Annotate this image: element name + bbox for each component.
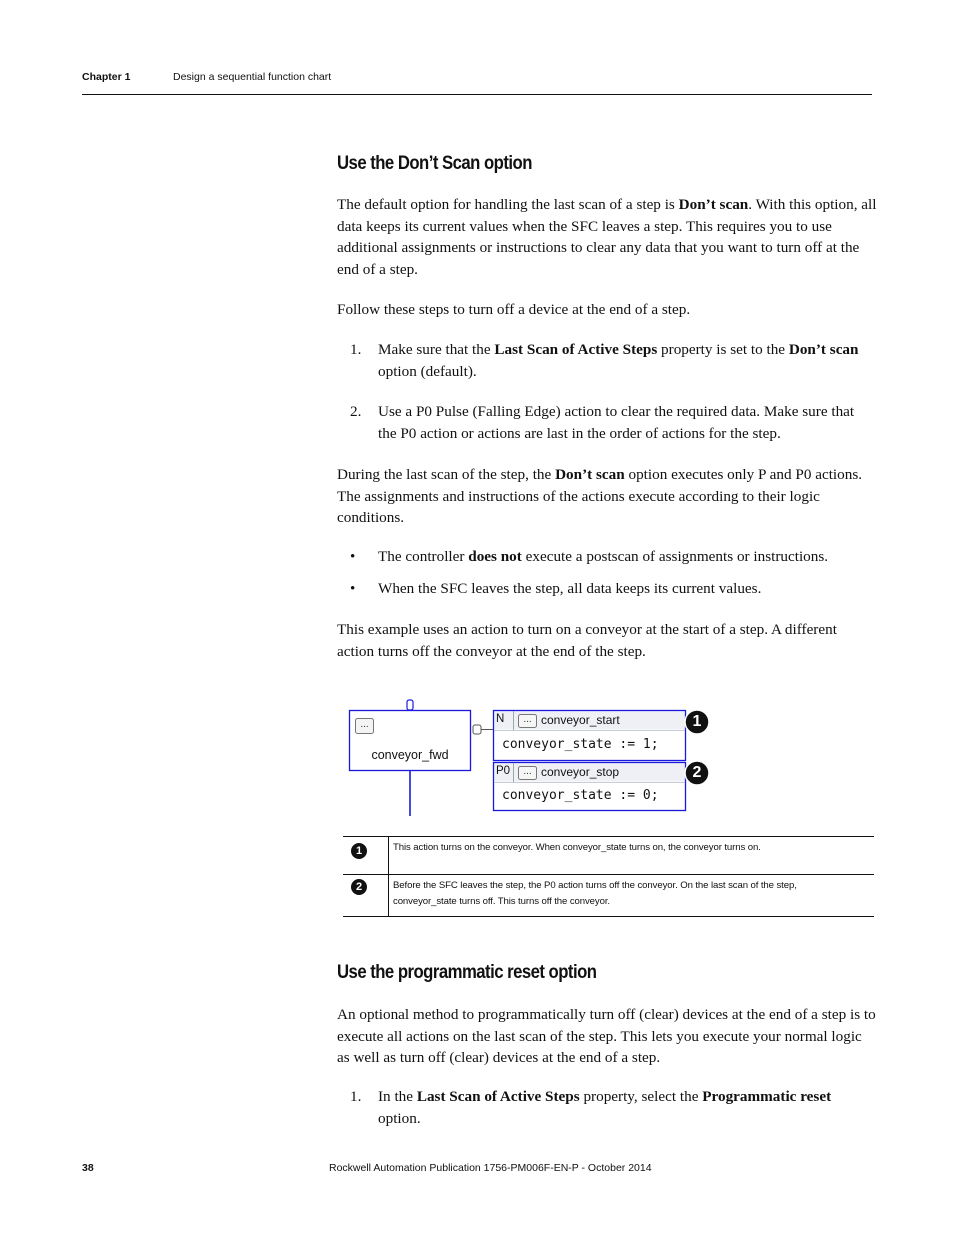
paragraph-example: This example uses an action to turn on a conveyor at the start of a step. A different action turns off the conveyor at the end of the step.	[337, 621, 837, 660]
action-link-pin	[473, 725, 481, 734]
callout-number-1: 1	[692, 713, 702, 730]
callout-table	[343, 836, 874, 917]
section-heading-programmatic-reset: Use the programmatic reset option	[337, 962, 597, 983]
bullet: •	[350, 548, 356, 565]
action-body-n: conveyor_state := 1;	[502, 737, 659, 752]
step-browse-label: ...	[360, 719, 369, 730]
callout-divider	[388, 875, 389, 916]
list-text: Make sure that the Last Scan of Active Steps property is set to the Don’t scan option (default).	[378, 341, 859, 380]
section-heading-dont-scan: Use the Don’t Scan option	[337, 153, 532, 174]
bullet-text: When the SFC leaves the step, all data keeps its current values.	[378, 580, 762, 597]
publication-info: Rockwell Automation Publication 1756-PM006F-EN-P - October 2014	[329, 1162, 652, 1174]
action-name-n: conveyor_start	[541, 713, 620, 727]
callout-text-1: This action turns on the conveyor. When conveyor_state turns on, the conveyor turns on.	[393, 842, 761, 853]
bullet: •	[350, 580, 356, 597]
callout-row-2	[343, 874, 874, 916]
page-number: 38	[82, 1162, 94, 1174]
callout-row-1	[343, 836, 874, 874]
callout-badge-2: 2	[351, 879, 367, 895]
list-text: Use a P0 Pulse (Falling Edge) action to clear the required data. Make sure that the P0 action or actions are last in the order of actions for the step.	[378, 403, 855, 442]
paragraph-default-option: The default option for handling the last scan of a step is Don’t scan. With this option, all data keeps its current values when the SFC leaves a step. This requires you to use additional assignments or instructions to clear any data that you want to turn off at the end of a step.	[337, 196, 877, 278]
callout-text-2-line2: conveyor_state turns off. This turns off the conveyor.	[393, 896, 610, 907]
callout-text-2: Before the SFC leaves the step, the P0 action turns off the conveyor. On the last scan of the step,	[393, 880, 797, 891]
callout-badge-1: 1	[351, 843, 367, 859]
list-number: 1.	[350, 341, 362, 358]
list-number: 1.	[350, 1088, 362, 1105]
list-item-step-1	[337, 339, 877, 383]
action-name-p0: conveyor_stop	[541, 765, 620, 779]
step-name: conveyor_fwd	[371, 748, 449, 762]
paragraph-optional-method: An optional method to programmatically turn off (clear) devices at the end of a step is to execute all actions on the last scan of the step. This lets you execute your normal logic as well as turn off (clear) devices at the end of a step.	[337, 1006, 876, 1066]
list-item-step-2	[337, 401, 877, 445]
callout-table-bottom-rule	[343, 916, 874, 917]
bullet-text: The controller does not execute a postscan of assignments or instructions.	[378, 548, 829, 565]
action-body-p0: conveyor_state := 0;	[502, 788, 659, 803]
bullet-item-2	[337, 578, 877, 600]
paragraph-last-scan: During the last scan of the step, the Don’t scan option executes only P and P0 actions. The assignments and instructions of the actions execute according to their logic conditions.	[337, 466, 863, 526]
action-qualifier-p0: P0	[496, 765, 511, 777]
chapter-title: Design a sequential function chart	[173, 71, 332, 83]
action-browse-label: ...	[523, 714, 532, 725]
sfc-diagram	[340, 695, 720, 820]
action-qualifier-n: N	[496, 713, 505, 725]
callout-divider	[388, 837, 389, 874]
header-rule	[82, 94, 872, 95]
action-browse-label: ...	[523, 766, 532, 777]
list-item-reset-step-1	[337, 1086, 877, 1130]
callout-number-2: 2	[692, 764, 702, 781]
chapter-label: Chapter 1	[82, 71, 131, 83]
paragraph-follow-steps: Follow these steps to turn off a device at the end of a step.	[337, 301, 691, 318]
bullet-item-1	[337, 546, 877, 568]
list-number: 2.	[350, 403, 362, 420]
step-input-pin	[407, 700, 413, 710]
list-text: In the Last Scan of Active Steps property, select the Programmatic reset option.	[378, 1088, 832, 1127]
